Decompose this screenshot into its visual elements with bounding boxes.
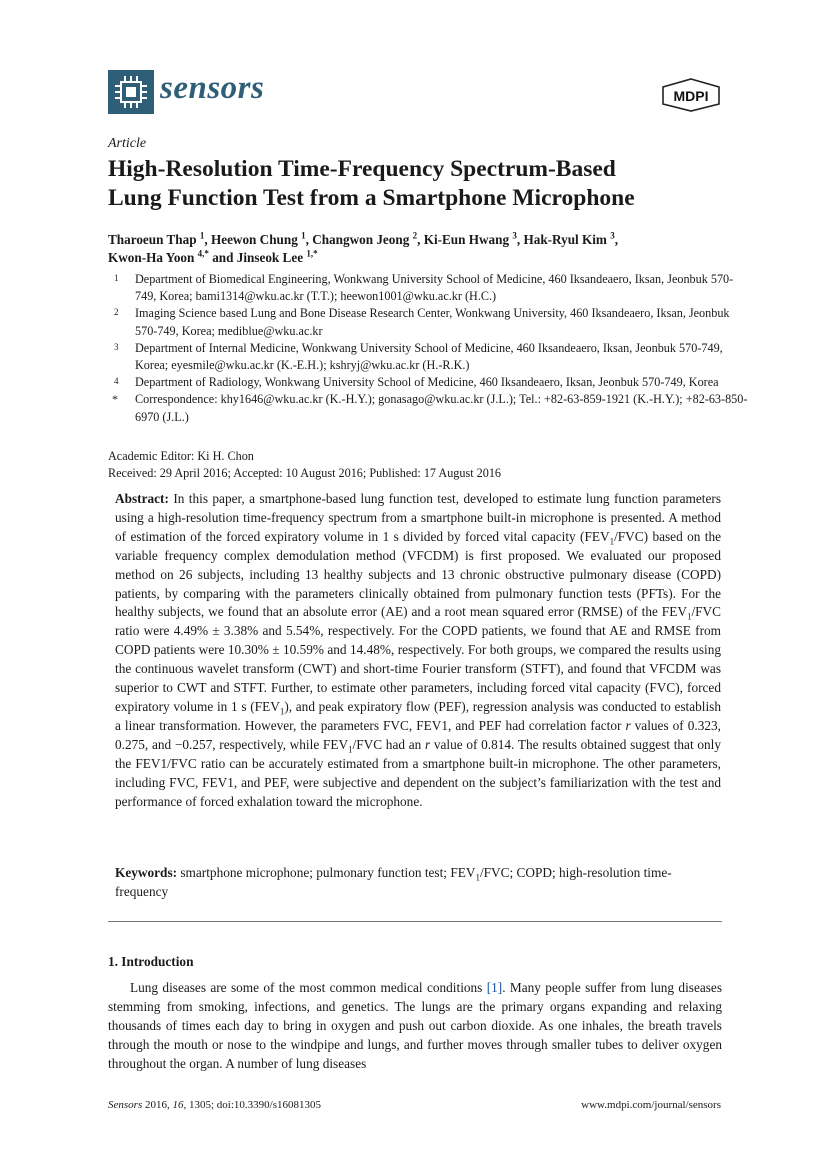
affiliation-item [108,271,748,305]
author: Heewon Chung [210,232,298,247]
author: Ki-Eun Hwang [423,232,510,247]
affiliation-list [108,271,748,426]
affiliation-text: Department of Biomedical Engineering, Wonkwang University School of Medicine, 460 Iksandeaero, Iksan, Jeonbuk 570-749, Korea; bami1314@wku.ac.kr (T.T.); heewon1001@wku.ac.kr (H.C.) [135,272,734,304]
author: Kwon-Ha Yoon [108,250,195,265]
publisher-logo [661,78,721,117]
publisher-name: MDPI [673,88,709,104]
author: Hak-Ryul Kim [523,232,607,247]
affiliation-mark: 2 [114,307,119,318]
affiliation-mark: * [112,392,118,407]
citation-link[interactable]: [1] [486,980,503,995]
affiliation-item [108,305,748,339]
affiliation-item [108,340,748,374]
author-affiliation-mark: 3 [610,230,615,241]
abstract-label: Abstract: [115,491,169,506]
journal-name: sensors [160,70,265,106]
author-affiliation-mark: 4,* [197,248,209,259]
affiliation-text: Department of Internal Medicine, Wonkwang University School of Medicine, 460 Iksandeaero, Iksan, Jeonbuk 570-749, Korea; eyesmile@wku.ac.kr (K.-E.H.); kshryj@wku.ac.kr (H.-R.K.) [135,340,723,373]
author-list: Tharoeun Thap $^1$, Heewon Chung $^1$, Changwon Jeong $^2$, Ki-Eun Hwang $^3$, Hak-Ryul Kim $^3$, Kwon-Ha Yoon $^{4,*}$ and Jinseok Lee $^{1,*}$ [108,230,619,265]
author-affiliation-mark: 3 [512,230,517,241]
author: Jinseok Lee [236,250,304,265]
affiliation-item [108,374,748,391]
keywords: Keywords: smartphone microphone; pulmonary function test; $FEV_1$/FVC; COPD; high-resolution time-frequency [115,865,672,899]
publication-dates: Received: 29 April 2016; Accepted: 10 August 2016; Published: 17 August 2016 [108,466,502,480]
affiliation-text: Imaging Science based Lung and Bone Disease Research Center, Wonkwang University, 460 Iksandeaero, Iksan, Jeonbuk 570-749, Korea; mediblue@wku.ac.kr [135,306,730,338]
body-paragraph: Lung diseases are some of the most common medical conditions [1]. Many people suffer from lung diseases stemming from smoking, infections, and genetics. The lungs are the primary organs expanding and relaxing thousands of times each day to bring in oxygen and push out carbon dioxide. As one inhales, the breath travels through the mouth or nose to the windpipe and lungs, and further moves through smaller tubes to deliver oxygen throughout the organ. A number of lung diseases [108,980,722,1071]
journal-logo-icon [108,70,154,114]
author-affiliation-mark: 1,* [306,248,318,259]
article-type: Article [108,136,147,151]
section-heading: 1. Introduction [108,954,194,969]
affiliation-mark: 4 [114,376,119,387]
publication-info [108,448,748,482]
author-affiliation-mark: 1 [301,230,306,241]
correspondence-text: Correspondence: khy1646@wku.ac.kr (K.-H.Y.); gonasago@wku.ac.kr (J.L.); Tel.: +82-63-859-1921 (K.-H.Y.); +82-63-850-6970 (J.L.) [135,392,748,424]
correspondence [108,391,748,425]
divider [108,921,722,922]
author-affiliation-mark: 1 [199,230,205,241]
abstract: Abstract: In this paper, a smartphone-based lung function test, developed to estimate lung function parameters using a high-resolution time-frequency spectrum from a smartphone built-in microphone is presented. A method of estimation of the forced expiratory volume in 1 s divided by forced vital capacity $(FEV_1/FVC)$ based on the variable frequency complex demodulation method (VFCDM) is first proposed. We evaluated our proposed method on 26 subjects, including 13 healthy subjects and 13 chronic obstructive pulmonary disease (COPD) patients, by comparing with the parameters clinically obtained from pulmonary function tests (PFTs). For the healthy subjects, we found that an absolute error (AE) and a root mean squared error (RMSE) of the $FEV_1$/FVC ratio were 4.49% ± 3.38% and 5.54%, respectively. For the COPD patients, we found that AE and RMSE from COPD patients were 10.30% ± 10.59% and 14.48%, respectively. For both groups, we compared the results using the continuous wavelet transform (CWT) and short-time Fourier transform (STFT), and found that VFCDM was superior to CWT and STFT. Further, to estimate other parameters, including forced vital capacity (FVC), forced expiratory volume in 1 s $(FEV_1)$, and peak expiratory flow (PEF), regression analysis was conducted to establish a linear transformation. However, the parameters FVC, FEV1, and PEF had correlation factor r values of 0.323, 0.275, and −0.257, respectively, while $FEV_1$/FVC had an r value of 0.814. The results obtained suggest that only the FEV1/FVC ratio can be accurately estimated from a smartphone built-in microphone. The other parameters, including FVC, FEV1, and PEF, were subjective and dependent on the subject’s familiarization with the test and performance of forced exhalation toward the microphone. [115,491,722,809]
author-affiliation-mark: 2 [412,230,418,241]
title-line: High-Resolution Time-Frequency Spectrum-Based [108,156,616,182]
paper-title [108,155,748,213]
affiliation-mark: 1 [114,273,119,283]
title-line: Lung Function Test from a Smartphone Microphone [108,185,635,211]
author: Tharoeun Thap [108,232,197,247]
affiliation-mark: 3 [114,341,119,352]
keywords-label: Keywords: [115,865,178,880]
author: Changwon Jeong [312,232,410,247]
affiliation-text: Department of Radiology, Wonkwang University School of Medicine, 460 Iksandeaero, Iksan, Jeonbuk 570-749, Korea [135,375,719,390]
footer-url[interactable]: www.mdpi.com/journal/sensors [581,1099,721,1111]
academic-editor: Academic Editor: Ki H. Chon [108,449,254,463]
footer-citation: Sensors 2016, 16, 1305; doi:10.3390/s16081305 [108,1099,321,1111]
